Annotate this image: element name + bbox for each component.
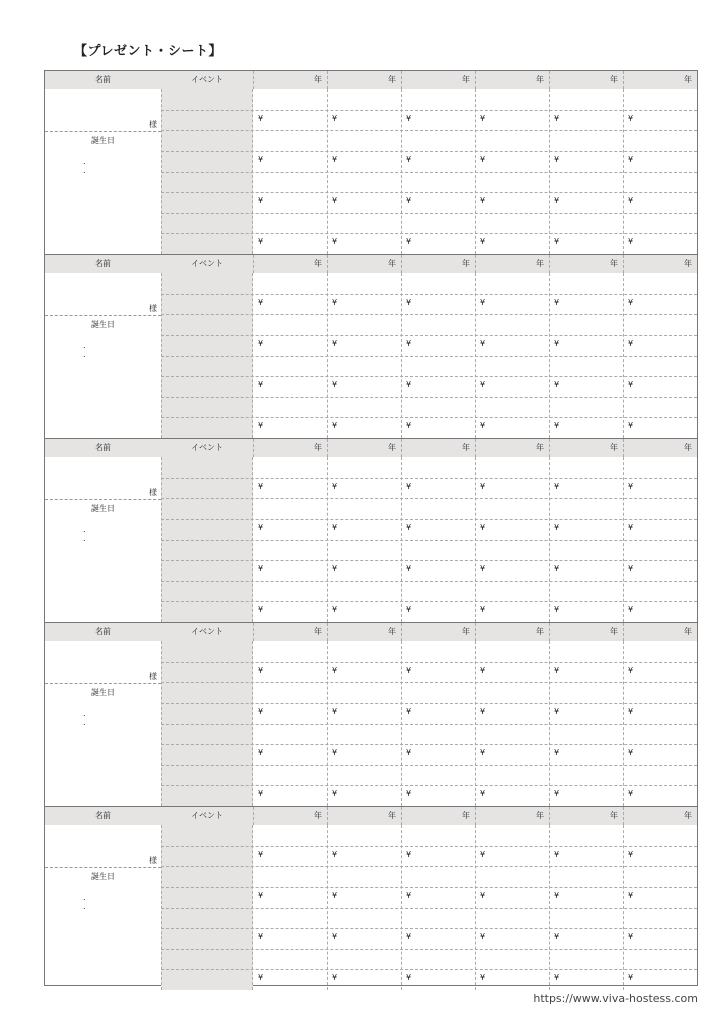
price-cell[interactable]: ¥: [628, 891, 634, 900]
price-cell[interactable]: ¥: [258, 237, 264, 246]
price-cell[interactable]: ¥: [258, 155, 264, 164]
price-cell[interactable]: ¥: [406, 298, 412, 307]
event-header: イベント: [191, 811, 223, 820]
block-header-row: [45, 807, 697, 825]
price-cell[interactable]: ¥: [628, 932, 634, 941]
price-cell[interactable]: ¥: [554, 114, 560, 123]
year-header: 年: [623, 71, 697, 89]
price-cell[interactable]: ¥: [480, 605, 486, 614]
price-cell[interactable]: ¥: [406, 421, 412, 430]
price-cell[interactable]: ¥: [406, 850, 412, 859]
price-cell[interactable]: ¥: [554, 196, 560, 205]
price-cell[interactable]: ¥: [258, 339, 264, 348]
price-cell[interactable]: ¥: [332, 748, 338, 757]
year-header: 年: [475, 807, 549, 825]
present-sheet-table: [44, 70, 698, 986]
name-header: 名前: [95, 443, 111, 452]
year-header: 年: [253, 71, 327, 89]
name-header: 名前: [95, 75, 111, 84]
birthday-date-field[interactable]: . .: [83, 709, 114, 727]
year-header: 年: [475, 623, 549, 641]
block-header-row: [45, 71, 697, 89]
price-cell[interactable]: ¥: [554, 748, 560, 757]
year-header: 年: [327, 71, 401, 89]
footer-url: https://www.viva-hostess.com: [533, 992, 698, 1005]
price-cell[interactable]: ¥: [480, 666, 486, 675]
price-cell[interactable]: ¥: [332, 707, 338, 716]
year-header: 年: [253, 439, 327, 457]
price-cell[interactable]: ¥: [332, 523, 338, 532]
year-header: 年: [549, 71, 623, 89]
row-divider: [161, 785, 697, 786]
price-cell[interactable]: ¥: [406, 339, 412, 348]
price-cell[interactable]: ¥: [406, 748, 412, 757]
row-divider: [161, 130, 697, 131]
name-suffix: 様: [149, 304, 157, 313]
row-divider: [161, 846, 697, 847]
birthday-label: 誕生日: [91, 136, 115, 145]
price-cell[interactable]: ¥: [258, 421, 264, 430]
price-cell[interactable]: ¥: [554, 523, 560, 532]
price-cell[interactable]: ¥: [258, 789, 264, 798]
price-cell[interactable]: ¥: [628, 748, 634, 757]
birthday-label: 誕生日: [91, 504, 115, 513]
price-cell[interactable]: ¥: [406, 523, 412, 532]
price-cell[interactable]: ¥: [406, 932, 412, 941]
year-header: 年: [475, 71, 549, 89]
price-cell[interactable]: ¥: [332, 237, 338, 246]
row-divider: [161, 765, 697, 766]
year-header: 年: [549, 255, 623, 273]
price-cell[interactable]: ¥: [554, 932, 560, 941]
year-header: 年: [549, 807, 623, 825]
row-divider: [161, 172, 697, 173]
price-cell[interactable]: ¥: [258, 298, 264, 307]
price-cell[interactable]: ¥: [628, 789, 634, 798]
row-divider: [161, 519, 697, 520]
price-cell[interactable]: ¥: [258, 932, 264, 941]
row-divider: [161, 417, 697, 418]
price-cell[interactable]: ¥: [480, 891, 486, 900]
price-cell[interactable]: ¥: [332, 380, 338, 389]
price-cell[interactable]: ¥: [628, 196, 634, 205]
price-cell[interactable]: ¥: [554, 891, 560, 900]
year-header: 年: [623, 255, 697, 273]
row-divider: [161, 478, 697, 479]
price-cell[interactable]: ¥: [258, 850, 264, 859]
price-cell[interactable]: ¥: [554, 339, 560, 348]
price-cell[interactable]: ¥: [554, 666, 560, 675]
price-cell[interactable]: ¥: [480, 421, 486, 430]
row-divider: [161, 662, 697, 663]
name-suffix: 様: [149, 672, 157, 681]
year-header: 年: [253, 807, 327, 825]
price-cell[interactable]: ¥: [554, 850, 560, 859]
row-divider: [161, 192, 697, 193]
price-cell[interactable]: ¥: [332, 789, 338, 798]
event-header: イベント: [191, 259, 223, 268]
year-header: 年: [253, 255, 327, 273]
price-cell[interactable]: ¥: [628, 155, 634, 164]
event-header: イベント: [191, 75, 223, 84]
price-cell[interactable]: ¥: [554, 155, 560, 164]
price-cell[interactable]: ¥: [258, 707, 264, 716]
year-header: 年: [401, 439, 475, 457]
price-cell[interactable]: ¥: [628, 237, 634, 246]
name-divider: [45, 683, 161, 684]
year-header: 年: [623, 623, 697, 641]
price-cell[interactable]: ¥: [406, 482, 412, 491]
row-divider: [161, 397, 697, 398]
year-header: 年: [327, 623, 401, 641]
price-cell[interactable]: ¥: [258, 114, 264, 123]
row-divider: [161, 866, 697, 867]
block-header-row: [45, 623, 697, 641]
price-cell[interactable]: ¥: [628, 114, 634, 123]
price-cell[interactable]: ¥: [554, 482, 560, 491]
name-divider: [45, 315, 161, 316]
price-cell[interactable]: ¥: [406, 237, 412, 246]
block-header-row: [45, 255, 697, 273]
name-suffix: 様: [149, 120, 157, 129]
name-divider: [45, 131, 161, 132]
row-divider: [161, 314, 697, 315]
price-cell[interactable]: ¥: [628, 707, 634, 716]
price-cell[interactable]: ¥: [554, 298, 560, 307]
price-cell[interactable]: ¥: [406, 564, 412, 573]
price-cell[interactable]: ¥: [406, 973, 412, 982]
price-cell[interactable]: ¥: [554, 605, 560, 614]
birthday-date-field[interactable]: . .: [83, 525, 114, 543]
row-divider: [161, 581, 697, 582]
price-cell[interactable]: ¥: [628, 482, 634, 491]
year-header: 年: [401, 623, 475, 641]
price-cell[interactable]: ¥: [406, 891, 412, 900]
row-divider: [161, 744, 697, 745]
name-cell[interactable]: [45, 641, 161, 806]
price-cell[interactable]: ¥: [406, 196, 412, 205]
price-cell[interactable]: ¥: [406, 707, 412, 716]
price-cell[interactable]: ¥: [628, 666, 634, 675]
row-divider: [161, 335, 697, 336]
price-cell[interactable]: ¥: [258, 605, 264, 614]
price-cell[interactable]: ¥: [406, 380, 412, 389]
page-title: 【プレゼント・シート】: [74, 44, 222, 59]
person-block: [45, 71, 697, 254]
year-header: 年: [327, 439, 401, 457]
price-cell[interactable]: ¥: [332, 421, 338, 430]
block-header-row: [45, 439, 697, 457]
price-cell[interactable]: ¥: [628, 523, 634, 532]
price-cell[interactable]: ¥: [332, 973, 338, 982]
row-divider: [161, 376, 697, 377]
row-divider: [161, 703, 697, 704]
price-cell[interactable]: ¥: [258, 523, 264, 532]
price-cell[interactable]: ¥: [480, 748, 486, 757]
row-divider: [161, 356, 697, 357]
row-divider: [161, 908, 697, 909]
price-cell[interactable]: ¥: [480, 564, 486, 573]
row-divider: [161, 969, 697, 970]
row-divider: [161, 724, 697, 725]
row-divider: [161, 151, 697, 152]
price-cell[interactable]: ¥: [332, 666, 338, 675]
year-header: 年: [475, 255, 549, 273]
price-cell[interactable]: ¥: [332, 298, 338, 307]
price-cell[interactable]: ¥: [332, 564, 338, 573]
year-header: 年: [401, 255, 475, 273]
name-header: 名前: [95, 627, 111, 636]
row-divider: [161, 682, 697, 683]
person-block: [45, 254, 697, 438]
price-cell[interactable]: ¥: [628, 421, 634, 430]
price-cell[interactable]: ¥: [258, 564, 264, 573]
birthday-label: 誕生日: [91, 688, 115, 697]
row-divider: [161, 560, 697, 561]
birthday-date-field[interactable]: . .: [83, 341, 114, 359]
price-cell[interactable]: ¥: [406, 114, 412, 123]
price-cell[interactable]: ¥: [332, 482, 338, 491]
year-header: 年: [327, 255, 401, 273]
price-cell[interactable]: ¥: [554, 421, 560, 430]
name-cell[interactable]: [45, 89, 161, 254]
name-cell[interactable]: [45, 825, 161, 990]
year-header: 年: [253, 623, 327, 641]
price-cell[interactable]: ¥: [628, 298, 634, 307]
year-header: 年: [549, 623, 623, 641]
year-header: 年: [327, 807, 401, 825]
price-cell[interactable]: ¥: [258, 380, 264, 389]
price-cell[interactable]: ¥: [332, 155, 338, 164]
price-cell[interactable]: ¥: [332, 932, 338, 941]
price-cell[interactable]: ¥: [480, 380, 486, 389]
person-block: [45, 622, 697, 806]
price-cell[interactable]: ¥: [480, 973, 486, 982]
price-cell[interactable]: ¥: [258, 196, 264, 205]
price-cell[interactable]: ¥: [406, 789, 412, 798]
price-cell[interactable]: ¥: [406, 666, 412, 675]
price-cell[interactable]: ¥: [628, 605, 634, 614]
row-divider: [161, 213, 697, 214]
price-cell[interactable]: ¥: [480, 482, 486, 491]
price-cell[interactable]: ¥: [554, 380, 560, 389]
person-block: [45, 806, 697, 990]
row-divider: [161, 601, 697, 602]
event-header: イベント: [191, 443, 223, 452]
birthday-label: 誕生日: [91, 872, 115, 881]
price-cell[interactable]: ¥: [554, 564, 560, 573]
price-cell[interactable]: ¥: [480, 114, 486, 123]
birthday-label: 誕生日: [91, 320, 115, 329]
year-header: 年: [401, 807, 475, 825]
price-cell[interactable]: ¥: [480, 789, 486, 798]
price-cell[interactable]: ¥: [480, 155, 486, 164]
name-header: 名前: [95, 811, 111, 820]
price-cell[interactable]: ¥: [480, 298, 486, 307]
name-header: 名前: [95, 259, 111, 268]
year-header: 年: [623, 439, 697, 457]
birthday-date-field[interactable]: . .: [83, 157, 114, 175]
row-divider: [161, 928, 697, 929]
price-cell[interactable]: ¥: [480, 237, 486, 246]
name-cell[interactable]: [45, 273, 161, 438]
person-block: [45, 438, 697, 622]
price-cell[interactable]: ¥: [480, 932, 486, 941]
price-cell[interactable]: ¥: [332, 850, 338, 859]
price-cell[interactable]: ¥: [554, 237, 560, 246]
row-divider: [161, 110, 697, 111]
row-divider: [161, 949, 697, 950]
price-cell[interactable]: ¥: [628, 564, 634, 573]
price-cell[interactable]: ¥: [332, 196, 338, 205]
name-cell[interactable]: [45, 457, 161, 622]
price-cell[interactable]: ¥: [628, 973, 634, 982]
price-cell[interactable]: ¥: [258, 973, 264, 982]
price-cell[interactable]: ¥: [258, 666, 264, 675]
price-cell[interactable]: ¥: [332, 114, 338, 123]
name-divider: [45, 867, 161, 868]
name-suffix: 様: [149, 856, 157, 865]
price-cell[interactable]: ¥: [258, 891, 264, 900]
price-cell[interactable]: ¥: [628, 380, 634, 389]
price-cell[interactable]: ¥: [554, 973, 560, 982]
birthday-date-field[interactable]: . .: [83, 893, 114, 911]
price-cell[interactable]: ¥: [628, 339, 634, 348]
name-divider: [45, 499, 161, 500]
price-cell[interactable]: ¥: [628, 850, 634, 859]
price-cell[interactable]: ¥: [258, 748, 264, 757]
price-cell[interactable]: ¥: [480, 850, 486, 859]
row-divider: [161, 540, 697, 541]
year-header: 年: [401, 71, 475, 89]
price-cell[interactable]: ¥: [332, 605, 338, 614]
price-cell[interactable]: ¥: [480, 339, 486, 348]
price-cell[interactable]: ¥: [258, 482, 264, 491]
price-cell[interactable]: ¥: [332, 339, 338, 348]
event-header: イベント: [191, 627, 223, 636]
row-divider: [161, 233, 697, 234]
year-header: 年: [623, 807, 697, 825]
price-cell[interactable]: ¥: [480, 196, 486, 205]
year-header: 年: [475, 439, 549, 457]
price-cell[interactable]: ¥: [480, 707, 486, 716]
row-divider: [161, 294, 697, 295]
price-cell[interactable]: ¥: [406, 605, 412, 614]
price-cell[interactable]: ¥: [480, 523, 486, 532]
row-divider: [161, 887, 697, 888]
year-header: 年: [549, 439, 623, 457]
name-suffix: 様: [149, 488, 157, 497]
price-cell[interactable]: ¥: [554, 707, 560, 716]
price-cell[interactable]: ¥: [332, 891, 338, 900]
price-cell[interactable]: ¥: [554, 789, 560, 798]
row-divider: [161, 498, 697, 499]
price-cell[interactable]: ¥: [406, 155, 412, 164]
